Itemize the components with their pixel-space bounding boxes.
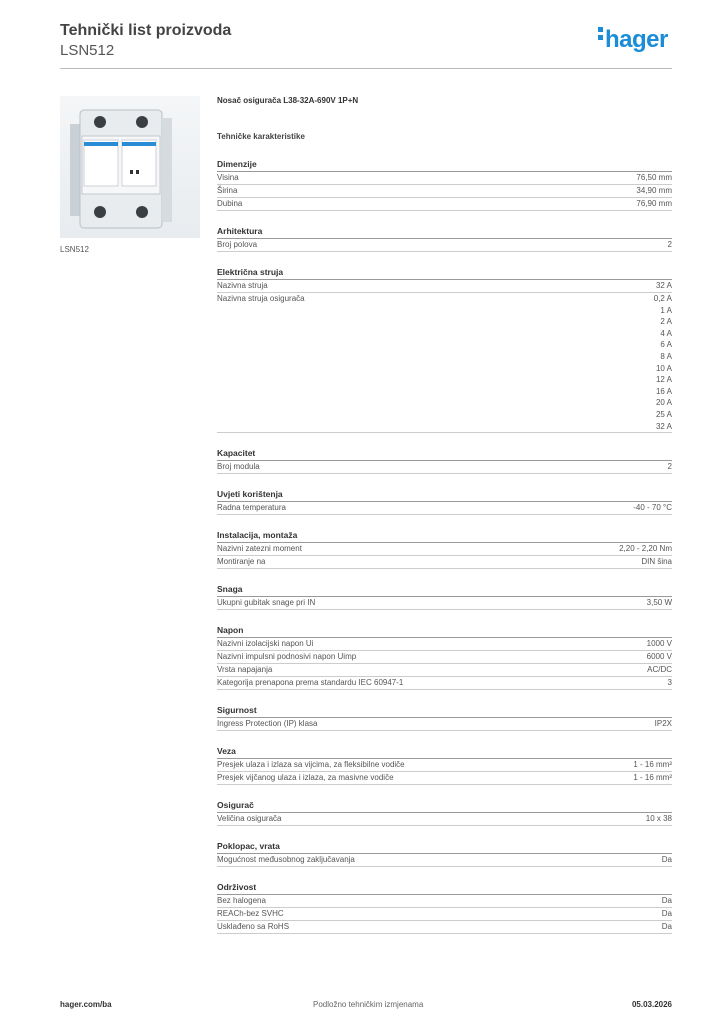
- spec-section: [217, 705, 672, 731]
- spec-value-line: 2 A: [660, 317, 672, 327]
- spec-value-line: 6000 V: [646, 652, 672, 662]
- spec-row: [217, 556, 672, 569]
- spec-value-line: Da: [661, 855, 672, 865]
- spec-value: [633, 502, 672, 514]
- section-title: Veza: [217, 746, 672, 759]
- product-name: Nosač osigurača L38-32A-690V 1P+N: [217, 96, 359, 105]
- spec-row: [217, 813, 672, 826]
- spec-label: Presjek ulaza i izlaza sa vijcima, za fleksibilne vodiče: [217, 760, 405, 770]
- fuse-holder-icon: [60, 96, 200, 238]
- spec-section: [217, 584, 672, 610]
- spec-label: Usklađeno sa RoHS: [217, 922, 290, 932]
- spec-section: [217, 448, 672, 474]
- spec-label: Nazivna struja: [217, 281, 268, 290]
- spec-value-line: 12 A: [655, 375, 672, 385]
- spec-row: [217, 759, 672, 772]
- spec-value: [646, 813, 672, 825]
- product-image-caption: LSN512: [60, 245, 89, 254]
- spec-value: [662, 908, 672, 920]
- spec-label: Presjek vijčanog ulaza i izlaza, za masivne vodiče: [217, 773, 394, 783]
- spec-value-line: 8 A: [660, 351, 672, 361]
- spec-value-line: 0,2 A: [653, 294, 672, 303]
- header-title: Tehnički list proizvoda: [60, 22, 232, 39]
- spec-label: Mogućnost međusobnog zaključavanja: [217, 855, 355, 865]
- spec-value-line: 4 A: [660, 328, 672, 338]
- spec-value-line: 1 A: [660, 305, 672, 315]
- spec-row: [217, 854, 672, 867]
- spec-label: Širina: [217, 186, 238, 195]
- spec-value-line: 2: [667, 462, 672, 472]
- spec-value: [662, 854, 672, 866]
- spec-row: [217, 895, 672, 908]
- spec-section: [217, 800, 672, 826]
- spec-value-line: AC/DC: [647, 665, 672, 675]
- spec-value-line: -40 - 70 °C: [633, 503, 672, 513]
- spec-row: [217, 651, 672, 664]
- spec-label: Nazivni zatezni moment: [217, 544, 302, 554]
- spec-row: [217, 461, 672, 474]
- spec-value: [662, 921, 672, 933]
- spec-label: Ingress Protection (IP) klasa: [217, 719, 318, 729]
- spec-section: [217, 226, 672, 252]
- spec-value-line: 1 - 16 mm²: [633, 773, 672, 783]
- section-title: Električna struja: [217, 267, 672, 280]
- spec-row: [217, 198, 672, 211]
- section-title: Napon: [217, 625, 672, 638]
- spec-section: [217, 489, 672, 515]
- spec-section: [217, 625, 672, 690]
- tech-heading: Tehničke karakteristike: [217, 132, 305, 141]
- spec-value-line: 3,50 W: [646, 598, 672, 608]
- spec-section: [217, 746, 672, 785]
- hager-logo: [598, 26, 668, 54]
- spec-value-line: Da: [661, 896, 672, 906]
- spec-value: [668, 677, 672, 689]
- spec-value-line: 32 A: [655, 281, 672, 290]
- spec-value: [619, 543, 672, 555]
- spec-value: [647, 664, 672, 676]
- spec-label: Veličina osigurača: [217, 814, 282, 824]
- spec-section: [217, 159, 672, 211]
- spec-value-line: 2: [667, 240, 672, 249]
- spec-value: [662, 895, 672, 907]
- spec-value-line: Da: [661, 909, 672, 919]
- section-title: Sigurnost: [217, 705, 672, 718]
- spec-column: [217, 96, 672, 934]
- spec-value-line: 10 x 38: [645, 814, 672, 824]
- spec-row: [217, 239, 672, 252]
- spec-value-line: 16 A: [655, 386, 672, 396]
- footer-website: hager.com/ba: [60, 1000, 112, 1009]
- spec-value-line: 6 A: [660, 340, 672, 350]
- spec-value-line: 20 A: [655, 398, 672, 408]
- section-title: Snaga: [217, 584, 672, 597]
- footer-date: 05.03.2026: [631, 1000, 672, 1009]
- spec-row: [217, 185, 672, 198]
- spec-value-line: 76,90 mm: [636, 199, 672, 208]
- spec-row: [217, 502, 672, 515]
- spec-value-line: 10 A: [655, 363, 672, 373]
- spec-section: [217, 267, 672, 433]
- spec-value: [647, 638, 672, 650]
- spec-value: [633, 759, 672, 771]
- spec-value-line: Da: [661, 922, 672, 932]
- section-title: Dimenzije: [217, 159, 672, 172]
- spec-section: [217, 530, 672, 569]
- spec-value: [647, 597, 672, 609]
- footer-note: Podložno tehničkim izmjenama: [313, 1000, 424, 1009]
- spec-label: Nazivni impulsni podnosivi napon Uimp: [217, 652, 357, 662]
- header-subtitle: LSN512: [60, 42, 115, 59]
- spec-label: Bez halogena: [217, 896, 266, 906]
- spec-value-line: 25 A: [655, 409, 672, 419]
- spec-value-line: 1000 V: [646, 639, 672, 649]
- section-title: Uvjeti korištenja: [217, 489, 672, 502]
- spec-value-line: DIN šina: [641, 557, 672, 567]
- spec-value-line: IP2X: [654, 719, 672, 729]
- spec-value: [647, 651, 672, 663]
- header-divider: [60, 68, 672, 69]
- spec-value: [668, 461, 672, 473]
- logo-text: hager: [605, 26, 668, 53]
- spec-value: [633, 772, 672, 784]
- section-title: Održivost: [217, 882, 672, 895]
- spec-row: [217, 597, 672, 610]
- spec-value-line: 32 A: [655, 421, 672, 431]
- spec-value-line: 3: [667, 678, 672, 688]
- logo-mark-icon: [598, 27, 603, 43]
- spec-value-line: 76,50 mm: [636, 173, 672, 182]
- spec-label: Ukupni gubitak snage pri IN: [217, 598, 316, 608]
- spec-label: Montiranje na: [217, 557, 266, 567]
- spec-label: Radna temperatura: [217, 503, 286, 513]
- spec-row: [217, 293, 672, 433]
- spec-value: [641, 556, 672, 568]
- section-title: Instalacija, montaža: [217, 530, 672, 543]
- section-title: Arhitektura: [217, 226, 672, 239]
- spec-label: Broj modula: [217, 462, 260, 472]
- spec-value: [668, 239, 672, 251]
- spec-sections: [217, 159, 672, 934]
- spec-row: [217, 772, 672, 785]
- section-title: Osigurač: [217, 800, 672, 813]
- spec-label: Visina: [217, 173, 239, 182]
- spec-value-line: 34,90 mm: [636, 186, 672, 195]
- spec-label: REACh-bez SVHC: [217, 909, 284, 919]
- spec-row: [217, 543, 672, 556]
- spec-row: [217, 677, 672, 690]
- spec-row: [217, 718, 672, 731]
- spec-label: Dubina: [217, 199, 243, 208]
- spec-row: [217, 908, 672, 921]
- spec-row: [217, 638, 672, 651]
- spec-value: [656, 280, 672, 292]
- spec-section: [217, 882, 672, 934]
- spec-value: [655, 718, 672, 730]
- spec-row: [217, 921, 672, 934]
- spec-value: [654, 293, 672, 432]
- spec-value-line: 2,20 - 2,20 Nm: [619, 544, 672, 554]
- spec-label: Broj polova: [217, 240, 258, 249]
- section-title: Poklopac, vrata: [217, 841, 672, 854]
- spec-label: Nazivni izolacijski napon Ui: [217, 639, 314, 649]
- spec-row: [217, 280, 672, 293]
- spec-value: [636, 198, 672, 210]
- spec-label: Vrsta napajanja: [217, 665, 273, 675]
- spec-label: Nazivna struja osigurača: [217, 294, 305, 303]
- spec-section: [217, 841, 672, 867]
- section-title: Kapacitet: [217, 448, 672, 461]
- product-image: [60, 96, 200, 238]
- spec-row: [217, 172, 672, 185]
- spec-row: [217, 664, 672, 677]
- spec-value: [636, 185, 672, 197]
- spec-value-line: 1 - 16 mm²: [633, 760, 672, 770]
- spec-label: Kategorija prenapona prema standardu IEC 60947-1: [217, 678, 404, 688]
- spec-value: [636, 172, 672, 184]
